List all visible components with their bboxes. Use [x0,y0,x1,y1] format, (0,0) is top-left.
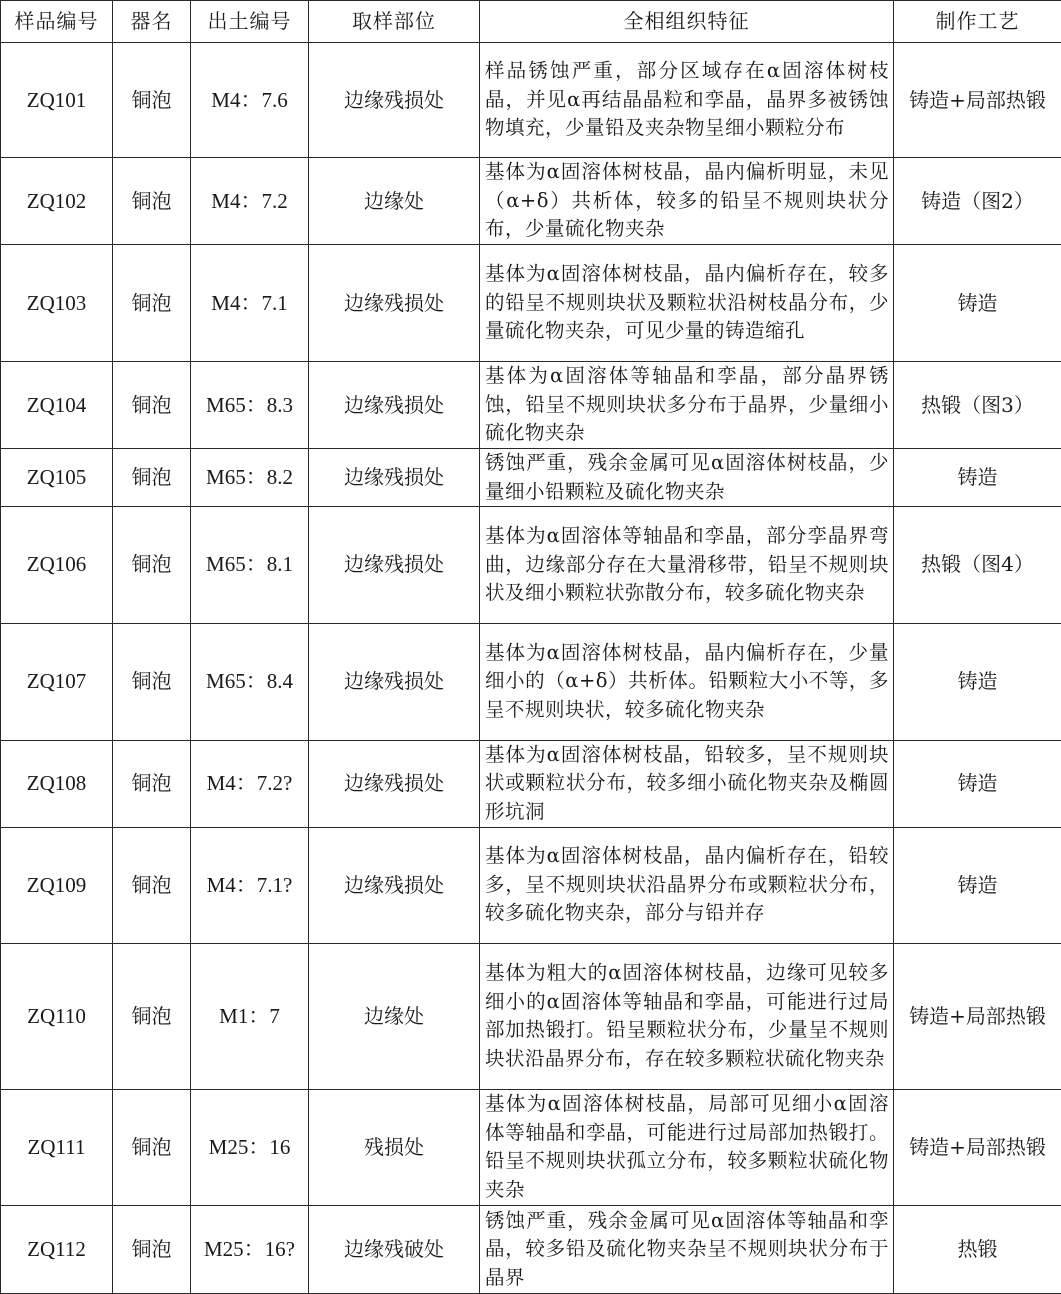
cell-sample-id: ZQ104 [1,362,113,449]
table-row [1,362,1061,449]
header-features: 全相组织特征 [480,1,894,43]
cell-excavation-no: M4：7.2? [191,740,309,827]
cell-location: 边缘残损处 [309,507,480,623]
cell-features: 基体为α固溶体树枝晶，晶内偏析存在，较多的铅呈不规则块状及颗粒状沿树枝晶分布，少量硫化物夹杂，可见少量的铸造缩孔 [480,245,894,362]
cell-sample-id: ZQ111 [1,1089,113,1205]
cell-location: 边缘残损处 [309,827,480,943]
cell-features: 基体为α固溶体树枝晶，晶内偏析存在，少量细小的（α+δ）共析体。铅颗粒大小不等，多呈不规则块状，较多硫化物夹杂 [480,623,894,740]
cell-features: 基体为粗大的α固溶体树枝晶，边缘可见较多细小的α固溶体等轴晶和孪晶，可能进行过局部加热锻打。铅呈颗粒状分布，少量呈不规则块状沿晶界分布，存在较多颗粒状硫化物夹杂 [480,943,894,1089]
cell-sample-id: ZQ109 [1,827,113,943]
cell-excavation-no: M4：7.6 [191,43,309,158]
table-row [1,245,1061,362]
cell-sample-id: ZQ112 [1,1205,113,1293]
cell-sample-id: ZQ103 [1,245,113,362]
cell-location: 边缘处 [309,943,480,1089]
cell-process: 铸造+局部热锻 [894,943,1061,1089]
cell-excavation-no: M1：7 [191,943,309,1089]
cell-process: 铸造+局部热锻 [894,1089,1061,1205]
cell-process: 热锻（图3） [894,362,1061,449]
table-row [1,623,1061,740]
cell-name: 铜泡 [113,245,191,362]
cell-name: 铜泡 [113,449,191,507]
cell-excavation-no: M4：7.1? [191,827,309,943]
cell-process: 铸造 [894,827,1061,943]
cell-process: 热锻（图4） [894,507,1061,623]
cell-sample-id: ZQ105 [1,449,113,507]
cell-sample-id: ZQ101 [1,43,113,158]
cell-sample-id: ZQ108 [1,740,113,827]
table-row [1,507,1061,623]
cell-features: 基体为α固溶体树枝晶，晶内偏析存在，铅较多，呈不规则块状沿晶界分布或颗粒状分布，较多硫化物夹杂，部分与铅并存 [480,827,894,943]
cell-process: 铸造 [894,623,1061,740]
cell-excavation-no: M65：8.2 [191,449,309,507]
header-process: 制作工艺 [894,1,1061,43]
header-excavation-no: 出土编号 [191,1,309,43]
cell-features: 基体为α固溶体树枝晶，局部可见细小α固溶体等轴晶和孪晶，可能进行过局部加热锻打。铅呈不规则块状孤立分布，较多颗粒状硫化物夹杂 [480,1089,894,1205]
cell-name: 铜泡 [113,158,191,245]
cell-features: 样品锈蚀严重，部分区域存在α固溶体树枝晶，并见α再结晶晶粒和孪晶，晶界多被锈蚀物填充，少量铅及夹杂物呈细小颗粒分布 [480,43,894,158]
cell-process: 铸造 [894,245,1061,362]
cell-name: 铜泡 [113,43,191,158]
table-row [1,827,1061,943]
header-sample-id: 样品编号 [1,1,113,43]
cell-location: 边缘残损处 [309,245,480,362]
cell-sample-id: ZQ106 [1,507,113,623]
cell-location: 边缘残破处 [309,1205,480,1293]
cell-location: 边缘残损处 [309,623,480,740]
cell-process: 铸造+局部热锻 [894,43,1061,158]
cell-name: 铜泡 [113,507,191,623]
cell-excavation-no: M25：16 [191,1089,309,1205]
cell-location: 边缘残损处 [309,449,480,507]
cell-location: 边缘残损处 [309,362,480,449]
cell-excavation-no: M4：7.2 [191,158,309,245]
cell-process: 热锻 [894,1205,1061,1293]
cell-name: 铜泡 [113,362,191,449]
cell-features: 基体为α固溶体树枝晶，铅较多，呈不规则块状或颗粒状分布，较多细小硫化物夹杂及椭圆形坑洞 [480,740,894,827]
table-row [1,740,1061,827]
cell-features: 锈蚀严重，残余金属可见α固溶体等轴晶和孪晶，较多铅及硫化物夹杂呈不规则块状分布于晶界 [480,1205,894,1293]
cell-name: 铜泡 [113,1205,191,1293]
header-location: 取样部位 [309,1,480,43]
cell-excavation-no: M65：8.4 [191,623,309,740]
cell-features: 锈蚀严重，残余金属可见α固溶体树枝晶，少量细小铅颗粒及硫化物夹杂 [480,449,894,507]
cell-process: 铸造（图2） [894,158,1061,245]
cell-excavation-no: M4：7.1 [191,245,309,362]
cell-sample-id: ZQ107 [1,623,113,740]
cell-name: 铜泡 [113,943,191,1089]
cell-features: 基体为α固溶体树枝晶，晶内偏析明显，未见（α+δ）共析体，较多的铅呈不规则块状分布，少量硫化物夹杂 [480,158,894,245]
table-row [1,43,1061,158]
table-row [1,1205,1061,1293]
cell-process: 铸造 [894,449,1061,507]
table-row [1,1089,1061,1205]
cell-sample-id: ZQ102 [1,158,113,245]
header-name: 器名 [113,1,191,43]
cell-excavation-no: M65：8.3 [191,362,309,449]
cell-excavation-no: M25：16? [191,1205,309,1293]
table-row [1,158,1061,245]
cell-features: 基体为α固溶体等轴晶和孪晶，部分孪晶界弯曲，边缘部分存在大量滑移带，铅呈不规则块状及细小颗粒状弥散分布，较多硫化物夹杂 [480,507,894,623]
header-row [1,1,1061,43]
cell-sample-id: ZQ110 [1,943,113,1089]
cell-name: 铜泡 [113,1089,191,1205]
cell-name: 铜泡 [113,740,191,827]
cell-name: 铜泡 [113,827,191,943]
cell-location: 边缘处 [309,158,480,245]
cell-location: 残损处 [309,1089,480,1205]
cell-location: 边缘残损处 [309,740,480,827]
table-row [1,943,1061,1089]
cell-features: 基体为α固溶体等轴晶和孪晶，部分晶界锈蚀，铅呈不规则块状多分布于晶界，少量细小硫化物夹杂 [480,362,894,449]
cell-name: 铜泡 [113,623,191,740]
cell-process: 铸造 [894,740,1061,827]
table-row [1,449,1061,507]
cell-excavation-no: M65：8.1 [191,507,309,623]
cell-location: 边缘残损处 [309,43,480,158]
